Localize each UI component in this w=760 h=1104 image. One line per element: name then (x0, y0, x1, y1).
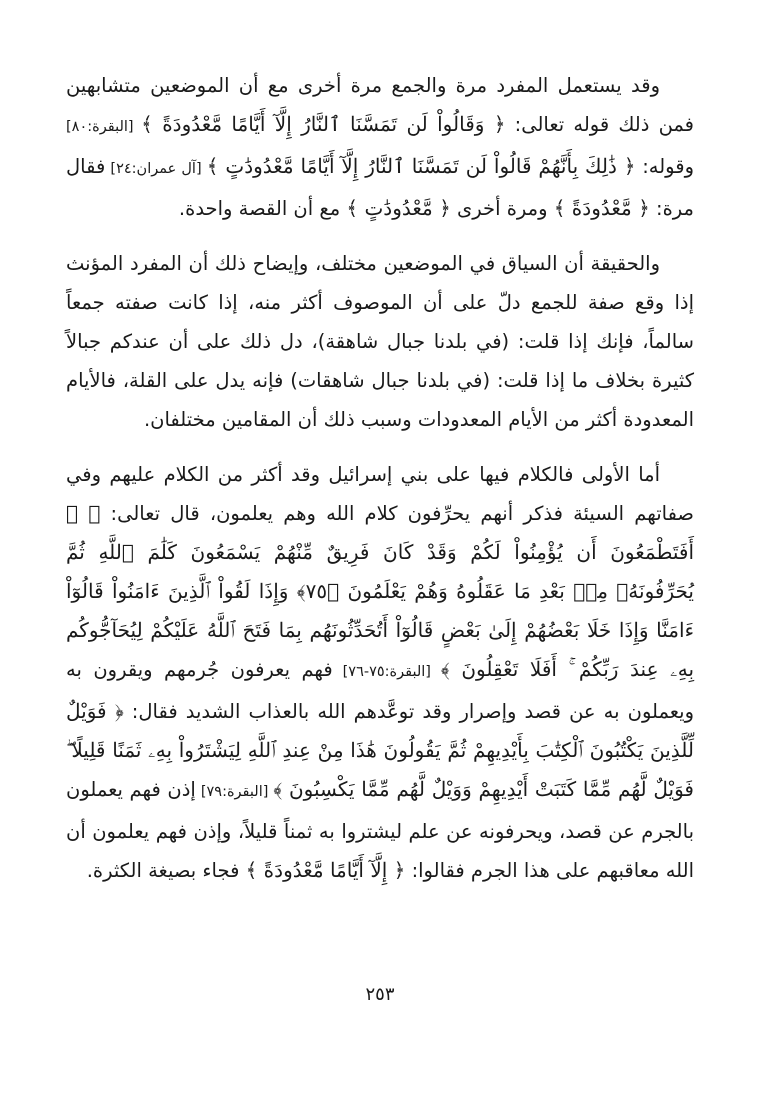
paragraph-1 (66, 66, 694, 228)
text-segment: مع أن القصة واحدة. (178, 197, 347, 220)
paragraph-3 (66, 455, 694, 890)
text-segment: والحقيقة أن السياق في الموضعين مختلف، وإيضاح ذلك أن المفرد المؤنث إذا وقع صفة للجمع دلّ على أن الموصوف أكثر منه، إذا كانت صفته جمعاً سالماً، فإنك إذا قلت: (في بلدنا جبال شاهقة)، دل ذلك على أن عندكم جبالاً كثيرة بخلاف ما إذا قلت: (في بلدنا جبال شاهقات) فإنه يدل على القلة، فالأيام المعدودة أكثر من الأيام المعدودات وسبب ذلك أن المقامين مختلفان. (66, 252, 694, 431)
quran-verse: ﴿ مَّعْدُودَٰتٍ ﴾ (346, 196, 451, 220)
verse-reference: [البقرة:٨٠] (66, 119, 142, 135)
quran-verse: ﴿ ذَٰلِكَ بِأَنَّهُمْ قَالُواْ لَن تَمَسَّنَا ٱلنَّارُ إِلَّآ أَيَّامًا مَّعْدُودَٰتٍ ﴾ (206, 154, 636, 178)
document-page (66, 66, 694, 890)
text-segment: وقد يستعمل المفرد مرة والجمع مرة أخرى مع أن الموضعين متشابهين فمن ذلك قوله تعالى: (66, 74, 695, 136)
text-segment: فهم يعرفون جُرمهم ويقرون به ويعملون به عن قصد وإصرار وقد توعَّدهم الله بالعذاب الشديد فقال: (66, 658, 694, 723)
text-segment: إذن فهم يعملون بالجرم عن قصد، ويحرفونه عن علم ليشتروا به ثمناً قليلاً، وإذن فهم يعلمون أن الله معاقبهم على هذا الجرم فقالوا: (66, 778, 694, 882)
text-segment: وقوله: (635, 155, 694, 178)
text-segment: ومرة أخرى (450, 197, 554, 220)
quran-verse: ﴿ إِلَّآ أَيَّامًا مَّعْدُودَةً ﴾ (245, 858, 406, 882)
verse-reference: [آل عمران:٢٤] (105, 161, 207, 177)
page-number: ٢٥٣ (365, 984, 395, 1005)
paragraph-2 (66, 244, 694, 439)
quran-verse: ﴿ وَقَالُواْ لَن تَمَسَّنَا ٱلنَّارُ إِلَّآ أَيَّامًا مَّعْدُودَةً ﴾ (141, 112, 506, 136)
text-segment: فجاء بصيغة الكثرة. (86, 859, 246, 882)
verse-reference: [البقرة:٧٩] (195, 784, 274, 800)
verse-reference: [البقرة:٧٥-٧٦] (332, 664, 441, 680)
quran-verse: ﴿ ۞ أَفَتَطْمَعُونَ أَن يُؤْمِنُواْ لَكُمْ وَقَدْ كَانَ فَرِيقٌ مِّنْهُمْ يَسْمَعُونَ كَلَٰمَ ٱللَّهِ ثُمَّ يُحَرِّفُونَهُۥ مِنۢ بَعْدِ مَا عَقَلُوهُ وَهُمْ يَعْلَمُونَ ﴿٧٥﴾ وَإِذَا لَقُواْ ٱلَّذِينَ ءَامَنُواْ قَالُوٓاْ ءَامَنَّا وَإِذَا خَلَا بَعْضُهُمْ إِلَىٰ بَعْضٍ قَالُوٓاْ أَتُحَدِّثُونَهُم بِمَا فَتَحَ ٱللَّهُ عَلَيْكُمْ لِيُحَآجُّوكُم بِهِۦ عِندَ رَبِّكُمْ ۚ أَفَلَا تَعْقِلُونَ ﴾ (66, 501, 695, 681)
text-segment: أما الأولى فالكلام فيها على بني إسرائيل وقد أكثر من الكلام عليهم وفي صفاتهم السيئة فذكر أنهم يحرِّفون كلام الله وهم يعلمون، قال تعالى: (66, 463, 694, 525)
quran-verse: ﴿ مَّعْدُودَةً ﴾ (553, 196, 650, 220)
quran-verse: ﴿ فَوَيْلٌ لِّلَّذِينَ يَكْتُبُونَ ٱلْكِتَٰبَ بِأَيْدِيهِمْ ثُمَّ يَقُولُونَ هَٰذَا مِنْ عِندِ ٱللَّهِ لِيَشْتَرُواْ بِهِۦ ثَمَنًا قَلِيلًا ۖ فَوَيْلٌ لَّهُم مِّمَّا كَتَبَتْ أَيْدِيهِمْ وَوَيْلٌ لَّهُم مِّمَّا يَكْسِبُونَ ﴾ (66, 699, 694, 801)
text-segment: فقال مرة: (66, 155, 694, 220)
